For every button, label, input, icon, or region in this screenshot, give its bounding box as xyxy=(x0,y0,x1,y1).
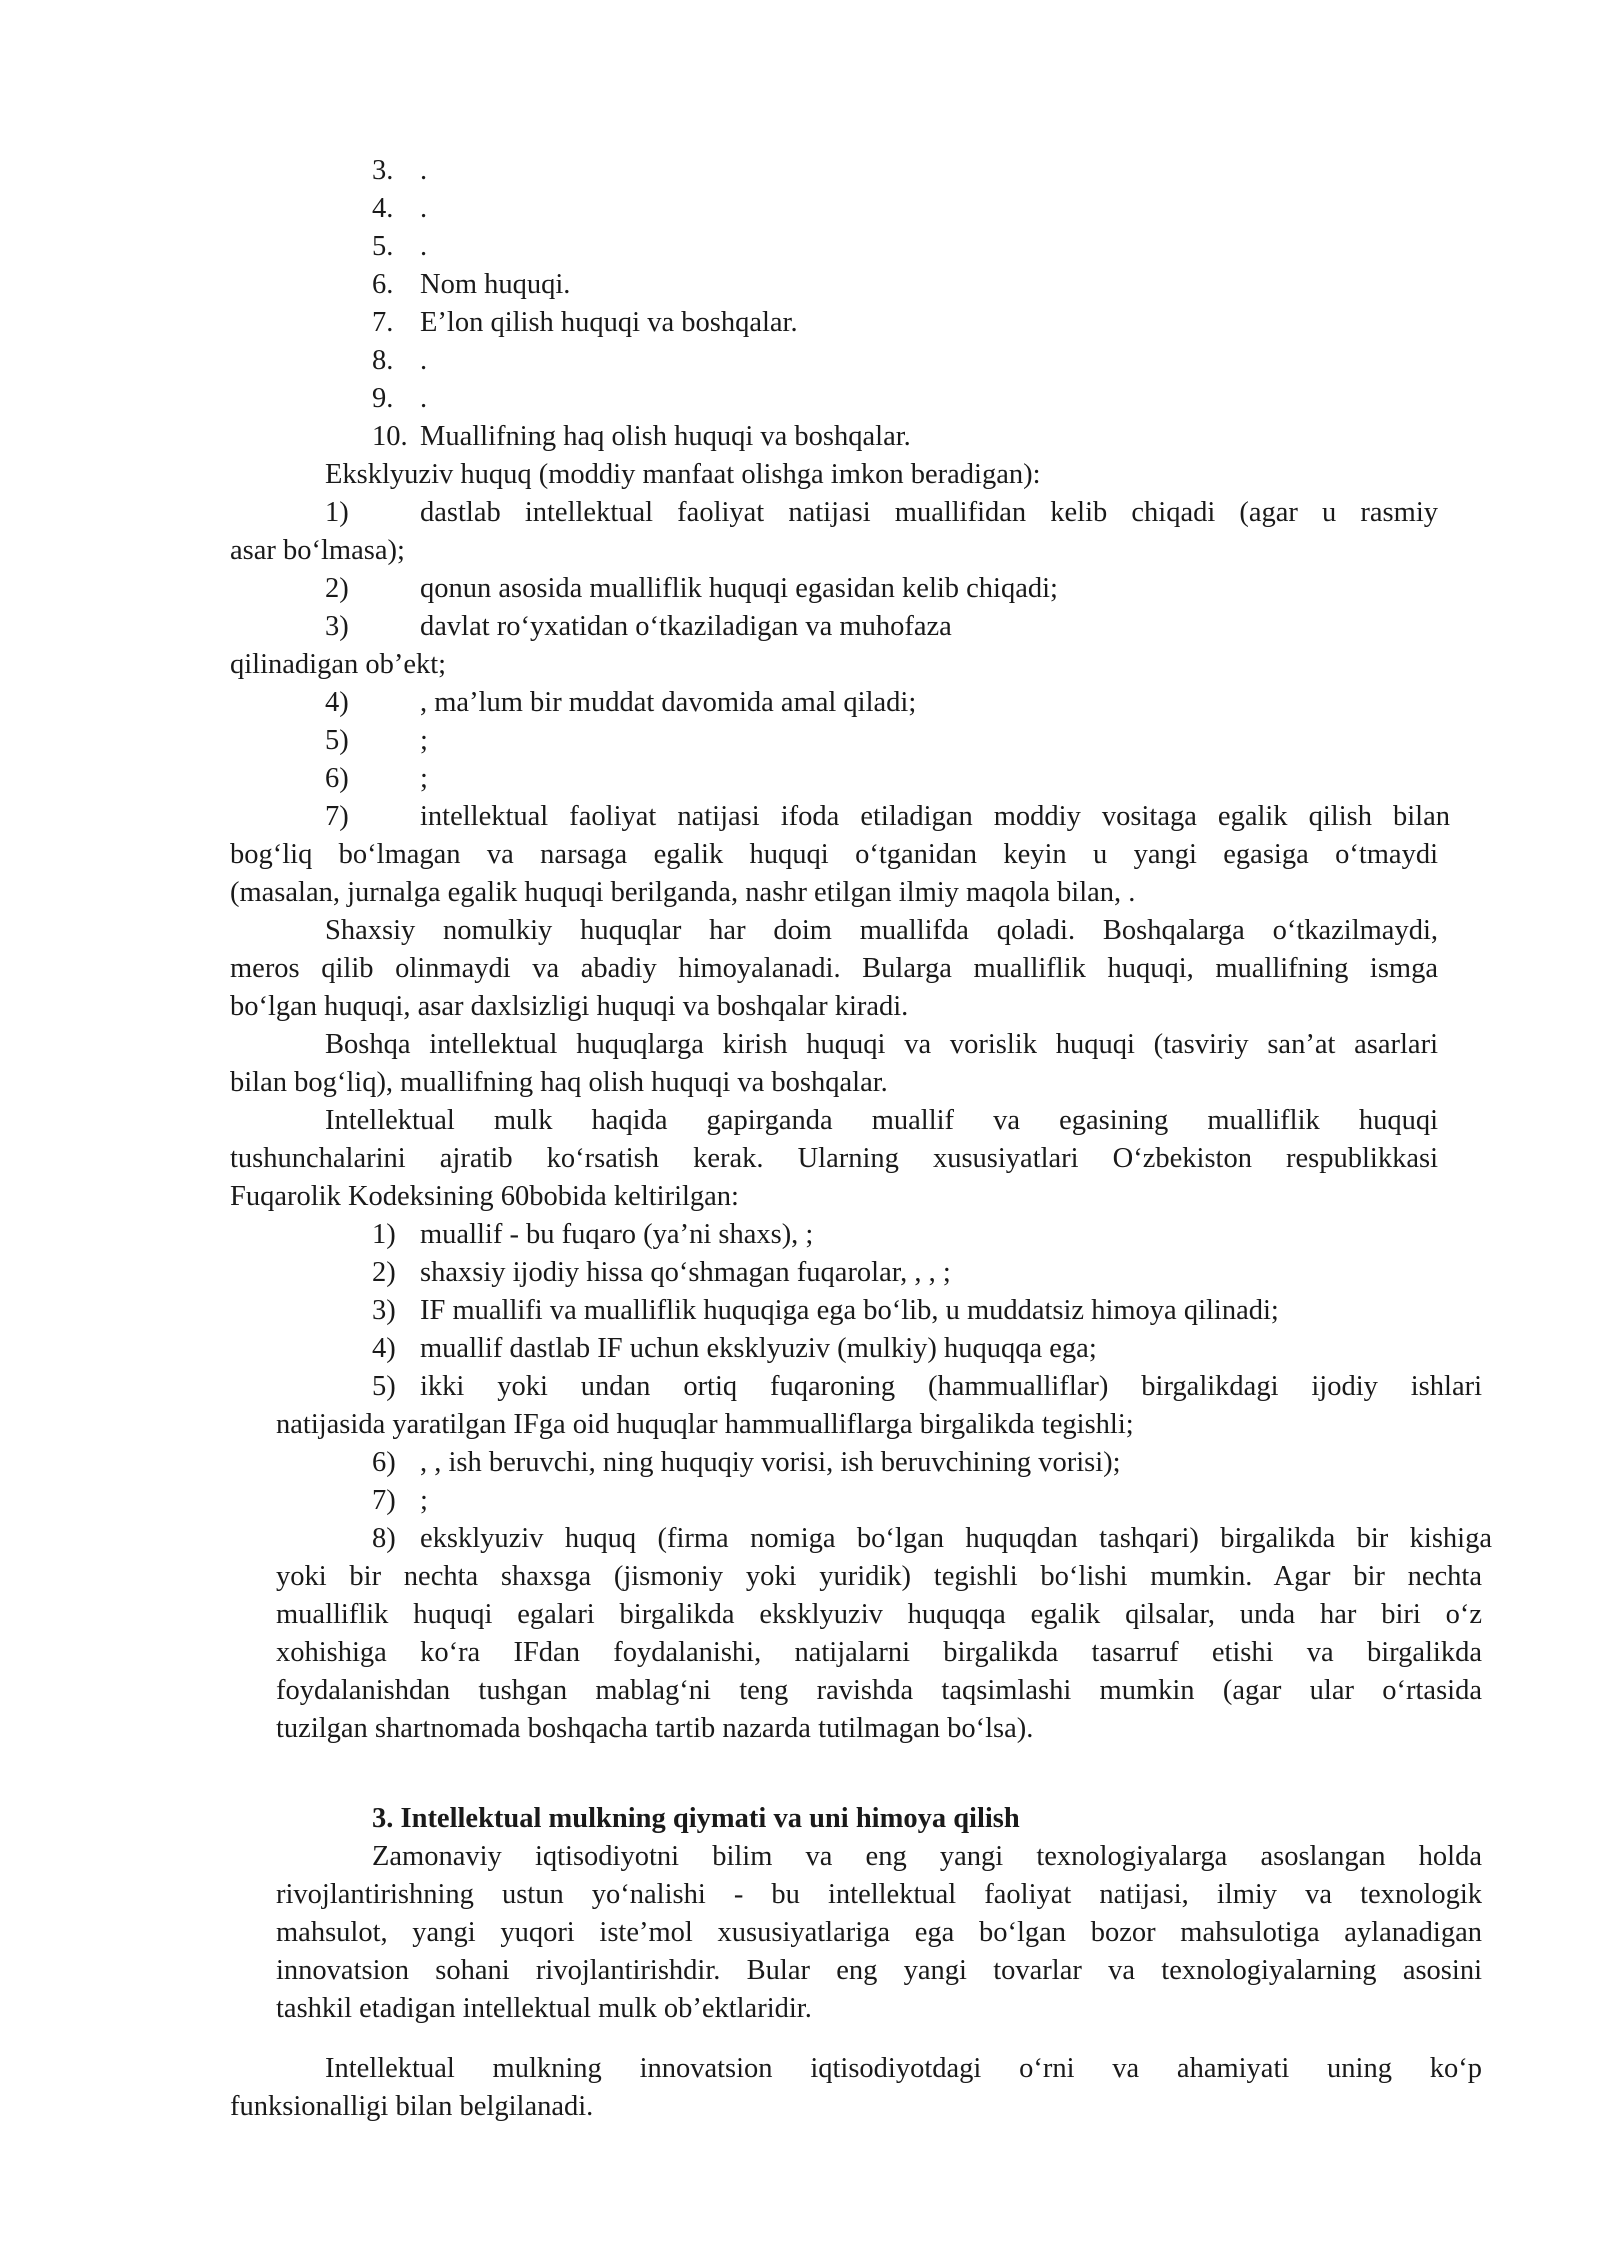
list-item: muallif - bu fuqaro (ya’ni shaxs), ; xyxy=(420,1219,814,1250)
list-number: 3. xyxy=(372,155,394,186)
paragraph-line: Shaxsiy nomulkiy huquqlar har doim muallifda qoladi. Boshqalarga o‘tkazilmaydi, xyxy=(325,915,1438,946)
list-number: 7) xyxy=(372,1485,396,1516)
list-item: ; xyxy=(420,725,428,756)
list-number: 6) xyxy=(325,763,349,794)
list-item: , , ish beruvchi, ning huquqiy vorisi, ish beruvchining vorisi); xyxy=(420,1447,1121,1478)
paragraph-line: tushunchalarini ajratib ko‘rsatish kerak. Ularning xususiyatlari O‘zbekiston respublikkasi xyxy=(230,1143,1438,1174)
list-number: 5) xyxy=(372,1371,396,1402)
list-item: muallif dastlab IF uchun eksklyuziv (mulkiy) huquqqa ega; xyxy=(420,1333,1097,1364)
list-number: 3) xyxy=(325,611,349,642)
list-item: . xyxy=(420,345,428,376)
list-number: 2) xyxy=(372,1257,396,1288)
list-item: . xyxy=(420,155,428,186)
paragraph-line: mahsulot, yangi yuqori iste’mol xususiyatlariga ega bo‘lgan bozor mahsulotiga aylanadigan xyxy=(276,1917,1482,1948)
list-number: 2) xyxy=(325,573,349,604)
list-item: ; xyxy=(420,1485,428,1516)
list-number: 5) xyxy=(325,725,349,756)
paragraph-line: meros qilib olinmaydi va abadiy himoyalanadi. Bularga mualliflik huquqi, muallifning ismga xyxy=(230,953,1438,984)
list-item-continuation: foydalanishdan tushgan mablag‘ni teng ravishda taqsimlashi mumkin (agar ular o‘rtasida xyxy=(276,1675,1482,1706)
paragraph-line: Intellektual mulk haqida gapirganda muallif va egasining mualliflik huquqi xyxy=(325,1105,1438,1136)
list-number: 8) xyxy=(372,1523,396,1554)
list-item-continuation: (masalan, jurnalga egalik huquqi berilganda, nashr etilgan ilmiy maqola bilan, . xyxy=(230,877,1136,908)
list-item-continuation: tuzilgan shartnomada boshqacha tartib nazarda tutilmagan bo‘lsa). xyxy=(276,1713,1034,1744)
list-item: ; xyxy=(420,763,428,794)
list-number: 1) xyxy=(372,1219,396,1250)
list-item: shaxsiy ijodiy hissa qo‘shmagan fuqarolar, , , ; xyxy=(420,1257,951,1288)
list-item-continuation: mualliflik huquqi egalari birgalikda eksklyuziv huquqqa egalik qilsalar, unda har biri o‘z xyxy=(276,1599,1482,1630)
list-number: 5. xyxy=(372,231,394,262)
list-item-continuation: natijasida yaratilgan IFga oid huquqlar hammualliflarga birgalikda tegishli; xyxy=(276,1409,1134,1440)
list-number: 1) xyxy=(325,497,349,528)
list-item: ikki yoki undan ortiq fuqaroning (hammualliflar) birgalikdagi ijodiy ishlari xyxy=(420,1371,1482,1402)
list-item: E’lon qilish huquqi va boshqalar. xyxy=(420,307,798,338)
list-item-continuation: bog‘liq bo‘lmagan va narsaga egalik huquqi o‘tganidan keyin u yangi egasiga o‘tmaydi xyxy=(230,839,1438,870)
list-item-continuation: qilinadigan ob’ekt; xyxy=(230,649,447,680)
list-item: IF muallifi va mualliflik huquqiga ega bo‘lib, u muddatsiz himoya qilinadi; xyxy=(420,1295,1279,1326)
list-item: Nom huquqi. xyxy=(420,269,571,300)
list-item-continuation: yoki bir nechta shaxsga (jismoniy yoki yuridik) tegishli bo‘lishi mumkin. Agar bir nechta xyxy=(276,1561,1482,1592)
paragraph-line: bilan bog‘liq), muallifning haq olish huquqi va boshqalar. xyxy=(230,1067,888,1098)
list-number: 7) xyxy=(325,801,349,832)
list-item: qonun asosida mualliflik huquqi egasidan kelib chiqadi; xyxy=(420,573,1058,604)
paragraph-line: rivojlantirishning ustun yo‘nalishi - bu intellektual faoliyat natijasi, ilmiy va texnologik xyxy=(276,1879,1482,1910)
list-number: 4) xyxy=(372,1333,396,1364)
paragraph-line: bo‘lgan huquqi, asar daxlsizligi huquqi va boshqalar kiradi. xyxy=(230,991,909,1022)
list-item: intellektual faoliyat natijasi ifoda etiladigan moddiy vositaga egalik qilish bilan xyxy=(420,801,1450,832)
list-item: . xyxy=(420,383,428,414)
list-number: 10. xyxy=(372,421,408,452)
section-heading: 3. Intellektual mulkning qiymati va uni himoya qilish xyxy=(372,1803,1020,1834)
list-item: . xyxy=(420,231,428,262)
paragraph-line: Intellektual mulkning innovatsion iqtisodiyotdagi o‘rni va ahamiyati uning ko‘p xyxy=(325,2053,1482,2084)
list-item: eksklyuziv huquq (firma nomiga bo‘lgan huquqdan tashqari) birgalikda bir kishiga xyxy=(420,1523,1492,1554)
list-number: 8. xyxy=(372,345,394,376)
list-item: Muallifning haq olish huquqi va boshqalar. xyxy=(420,421,911,452)
list-number: 4) xyxy=(325,687,349,718)
list-item-continuation: xohishiga ko‘ra IFdan foydalanishi, natijalarni birgalikda tasarruf etishi va birgalikda xyxy=(276,1637,1482,1668)
paragraph-line: funksionalligi bilan belgilanadi. xyxy=(230,2091,594,2122)
paragraph-line: tashkil etadigan intellektual mulk ob’ektlaridir. xyxy=(276,1993,812,2024)
list-item: dastlab intellektual faoliyat natijasi muallifidan kelib chiqadi (agar u rasmiy xyxy=(420,497,1438,528)
paragraph-line: innovatsion sohani rivojlantirishdir. Bular eng yangi tovarlar va texnologiyalarning asosini xyxy=(276,1955,1482,1986)
list-number: 7. xyxy=(372,307,394,338)
list-number: 6. xyxy=(372,269,394,300)
list-number: 6) xyxy=(372,1447,396,1478)
list-number: 3) xyxy=(372,1295,396,1326)
list-item-continuation: asar bo‘lmasa); xyxy=(230,535,405,566)
list-number: 9. xyxy=(372,383,394,414)
exclusive-intro: Eksklyuziv huquq (moddiy manfaat olishga imkon beradigan): xyxy=(325,459,1041,490)
paragraph-line: Boshqa intellektual huquqlarga kirish huquqi va vorislik huquqi (tasviriy san’at asarlari xyxy=(325,1029,1438,1060)
paragraph-line: Zamonaviy iqtisodiyotni bilim va eng yangi texnologiyalarga asoslangan holda xyxy=(372,1841,1482,1872)
list-item: . xyxy=(420,193,428,224)
paragraph-line: Fuqarolik Kodeksining 60bobida keltirilgan: xyxy=(230,1181,739,1212)
list-item: davlat ro‘yxatidan o‘tkaziladigan va muhofaza xyxy=(420,611,952,642)
list-number: 4. xyxy=(372,193,394,224)
list-item: , ma’lum bir muddat davomida amal qiladi; xyxy=(420,687,917,718)
